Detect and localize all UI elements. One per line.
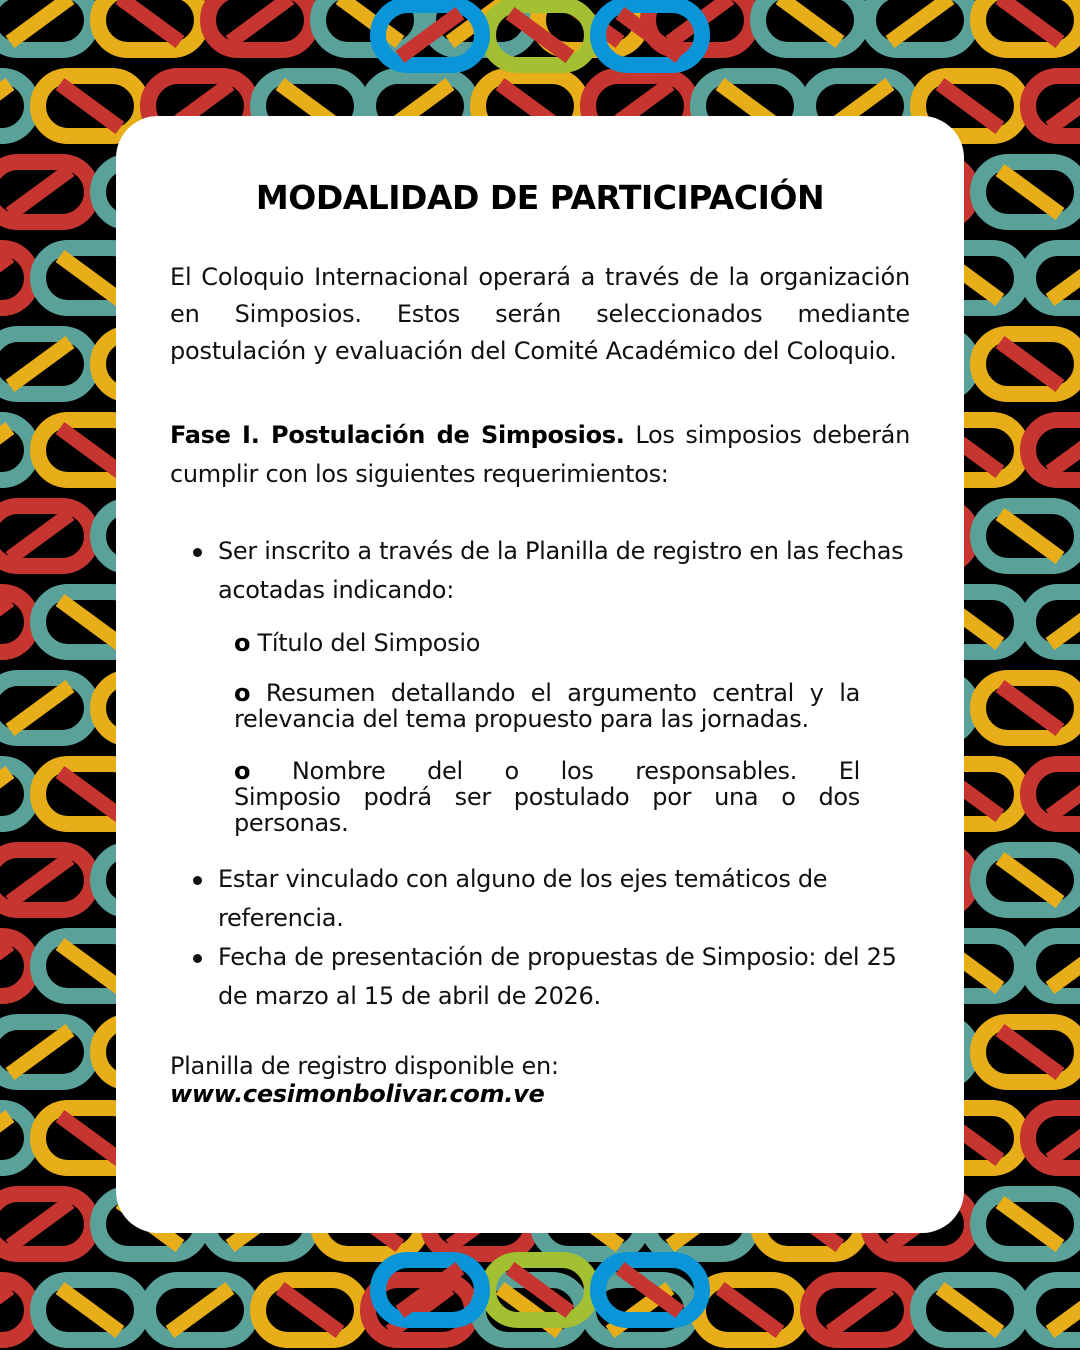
- sub-item-text: Título del Simposio: [250, 629, 481, 657]
- registration-footer: [170, 1052, 910, 1108]
- intro-paragraph: El Coloquio Internacional operará a través de la organización en Simposios. Estos serán seleccionados mediante postulación y evaluación del Comité Académico del Coloquio.: [170, 263, 910, 365]
- bullet-icon: [193, 954, 202, 963]
- info-card: [116, 116, 964, 1233]
- requirement-text: Fecha de presentación de propuestas de Simposio: del 25 de marzo al 15 de abril de 2026.: [218, 943, 897, 1010]
- sub-item: [234, 628, 860, 658]
- sub-item-text: Nombre del o los responsables. El Simposio podrá ser postulado por una o dos personas.: [234, 757, 860, 837]
- registration-label: Planilla de registro disponible en:: [170, 1052, 559, 1080]
- bullet-icon: [193, 548, 202, 557]
- sub-item: [234, 758, 860, 836]
- requirement-sublist: [234, 628, 860, 836]
- requirement-text: Estar vinculado con alguno de los ejes temáticos de referencia.: [218, 865, 828, 932]
- bullet-icon: [193, 876, 202, 885]
- phase-paragraph: [170, 416, 910, 494]
- requirement-item: [170, 860, 910, 938]
- sub-bullet-icon: o: [234, 629, 251, 657]
- requirements-list: [170, 532, 910, 1016]
- phase-heading: Fase I. Postulación de Simposios.: [170, 421, 625, 449]
- sub-item: [234, 680, 860, 732]
- registration-link[interactable]: www.cesimonbolivar.com.ve: [170, 1080, 545, 1108]
- requirement-text: Ser inscrito a través de la Planilla de registro en las fechas acotadas indicando:: [218, 537, 904, 604]
- sub-bullet-icon: o: [234, 757, 251, 785]
- sub-item-text: Resumen detallando el argumento central y la relevancia del tema propuesto para las jornadas.: [234, 679, 860, 733]
- requirement-item: [170, 938, 910, 1016]
- phase-text: Los simposios deberán cumplir con los siguientes requerimientos:: [170, 421, 910, 488]
- page-title: MODALIDAD DE PARTICIPACIÓN: [255, 178, 825, 217]
- requirement-item: [170, 532, 910, 836]
- sub-bullet-icon: o: [234, 679, 251, 707]
